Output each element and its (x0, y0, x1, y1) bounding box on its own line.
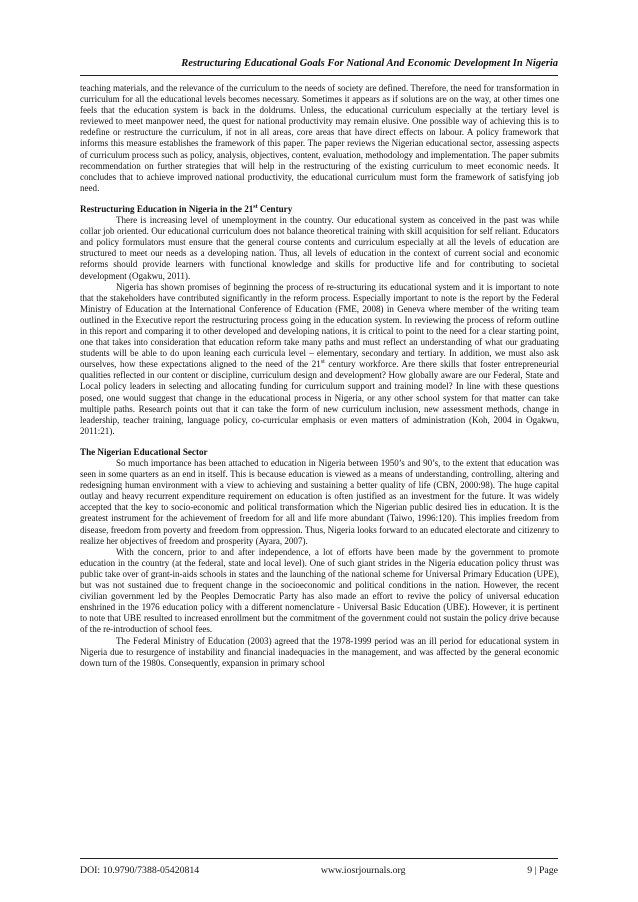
running-head: Restructuring Educational Goals For National And Economic Development In Nigeria (181, 58, 558, 69)
page-number: 9 | Page (527, 865, 558, 876)
paragraph: So much importance has been attached to education in Nigeria between 1950’s and 90’s, to the extent that education was seen in some quarters as an end in itself. This is because education is viewed as a means of understanding, controlling, altering and redesigning human environment with a view to achieving and sustaining a better quality of life (CBN, 2000:98). The huge capital outlay and heavy recurrent expenditure requirement on education is often justified as an investment for the future. It was widely accepted that the key to socio-economic and political transformation which the Nigerian public desired lies in education. It is the greatest instrument for the achievement of freedom for all and life more abundant (Taiwo, 1996:120). This implies freedom from disease, freedom from poverty and freedom from oppression. Thus, Nigeria looks forward to an educated electorate and citizenry to realize her objectives of freedom and prosperity (Ayara, 2007). (80, 458, 559, 546)
paragraph: There is increasing level of unemployment in the country. Our educational system as conceived in the past was while collar job oriented. Our educational curriculum does not balance theoretical training with skill acquisition for self reliant. Educators and policy formulators must ensure that the general course contents and curriculum especially at all the levels of education are structured to meet our needs as a developing nation. Thus, all levels of education in the context of current social and economic reforms should provide learners with functional knowledge and skills for productive life and for contributing to societal development (Ogakwu, 2011). (80, 215, 559, 281)
footer-rule (80, 858, 558, 859)
paragraph: With the concern, prior to and after independence, a lot of efforts have been made by the government to promote education in the country (at the federal, state and local level). One of such giant strides in the Nigeria education policy thrust was public take over of grant-in-aids schools in states and the launching of the national scheme for Universal Primary Education (UPE), but was not sustained due to frequent change in the socioeconomic and political conditions in the nation. However, the recent civilian government led by the Peoples Democratic Party has also made an effort to revive the policy of universal education enshrined in the 1976 education policy with a different nomenclature - Universal Basic Education (UBE). However, it is pertinent to note that UBE resulted to increased enrollment but the commitment of the government could not sustain the policy drive because of the re-introduction of school fees. (80, 546, 559, 635)
intro-paragraph: teaching materials, and the relevance of the curriculum to the needs of society are defined. Therefore, the need for transformation in curriculum for all the educational levels becomes necessary. Sometimes it appears as if solutions are on the way, at other times one feels that the education system is back in the doldrums. Unless, the educational curriculum especially at the tertiary level is reviewed to meet manpower need, the quest for national productivity may remain elusive. One possible way of achieving this is to redefine or restructure the curriculum, if not in all areas, core areas that have direct effects on labour. A policy framework that informs this measure establishes the framework of this paper. The paper reviews the Nigerian educational sector, assessing aspects of curriculum process such as policy, analysis, objectives, content, evaluation, methodology and implementation. The paper submits recommendation on further strategies that will help in the restructuring of the existing curriculum to meet economic needs. It concludes that to achieve improved national productivity, the educational curriculum must form the framework of satisfying job need. (80, 83, 559, 193)
section-heading-nigerian-educational-sector: The Nigerian Educational Sector (80, 446, 208, 457)
superscript: st (320, 359, 325, 366)
section-heading-restructuring (80, 204, 559, 215)
body-text (80, 83, 559, 669)
paragraph (80, 282, 559, 437)
paragraph-text-end: century workforce. Are there skills that foster entrepreneurial qualities reflected in our content or discipline, curriculum design and development? How globally aware are our Federal, State and Local policy leaders in selecting and allocating funding for curriculum support and training model? In line with these questions posed, one would suggest that change in the educational process in Nigeria, or any other school system for that matter can take multiple paths. Research points out that it can take the form of new curriculum inclusion, new assessment methods, change in leadership, teacher training, language policy, co-curricular emphasis or even matters of administration (Koh, 2004 in Ogakwu, 2011:21). (80, 359, 559, 436)
paragraph: The Federal Ministry of Education (2003) agreed that the 1978-1999 period was an ill period for educational system in Nigeria due to resurgence of instability and financial inadequacies in the management, and was affected by the general economic down turn of the 1980s. Consequently, expansion in primary school (80, 635, 559, 668)
heading-superscript: st (253, 203, 258, 210)
heading-text-end: Century (257, 203, 293, 214)
journal-website: www.iosrjournals.org (320, 865, 406, 876)
heading-text: Restructuring Education in Nigeria in the 21 (80, 203, 254, 214)
header-rule (80, 75, 558, 76)
footer (80, 865, 558, 876)
doi-label: DOI: 10.9790/7388-05420814 (80, 865, 200, 876)
paragraph-text: Nigeria has shown promises of beginning the process of re-structuring its educational system and it is important to note that the stakeholders have contributed significantly in the reform process. Especially important to note is the report by the Federal Ministry of Education at the International Conference of Education (FME, 2008) in Geneva where member of the writing team outlined in the Executive report the restructuring process going in the education system. In reviewing the process of reform outline in this report and comparing it to other developed and developing nations, it is critical to point to the need for a clear starting point, one that takes into consideration that education reform take many paths and must reflect an understanding of what our graduating students will be able to do upon leaning each curricula level – elementary, secondary and tertiary. In addition, we must also ask ourselves, how these expectations aligned to the need of the 21 (80, 281, 559, 370)
